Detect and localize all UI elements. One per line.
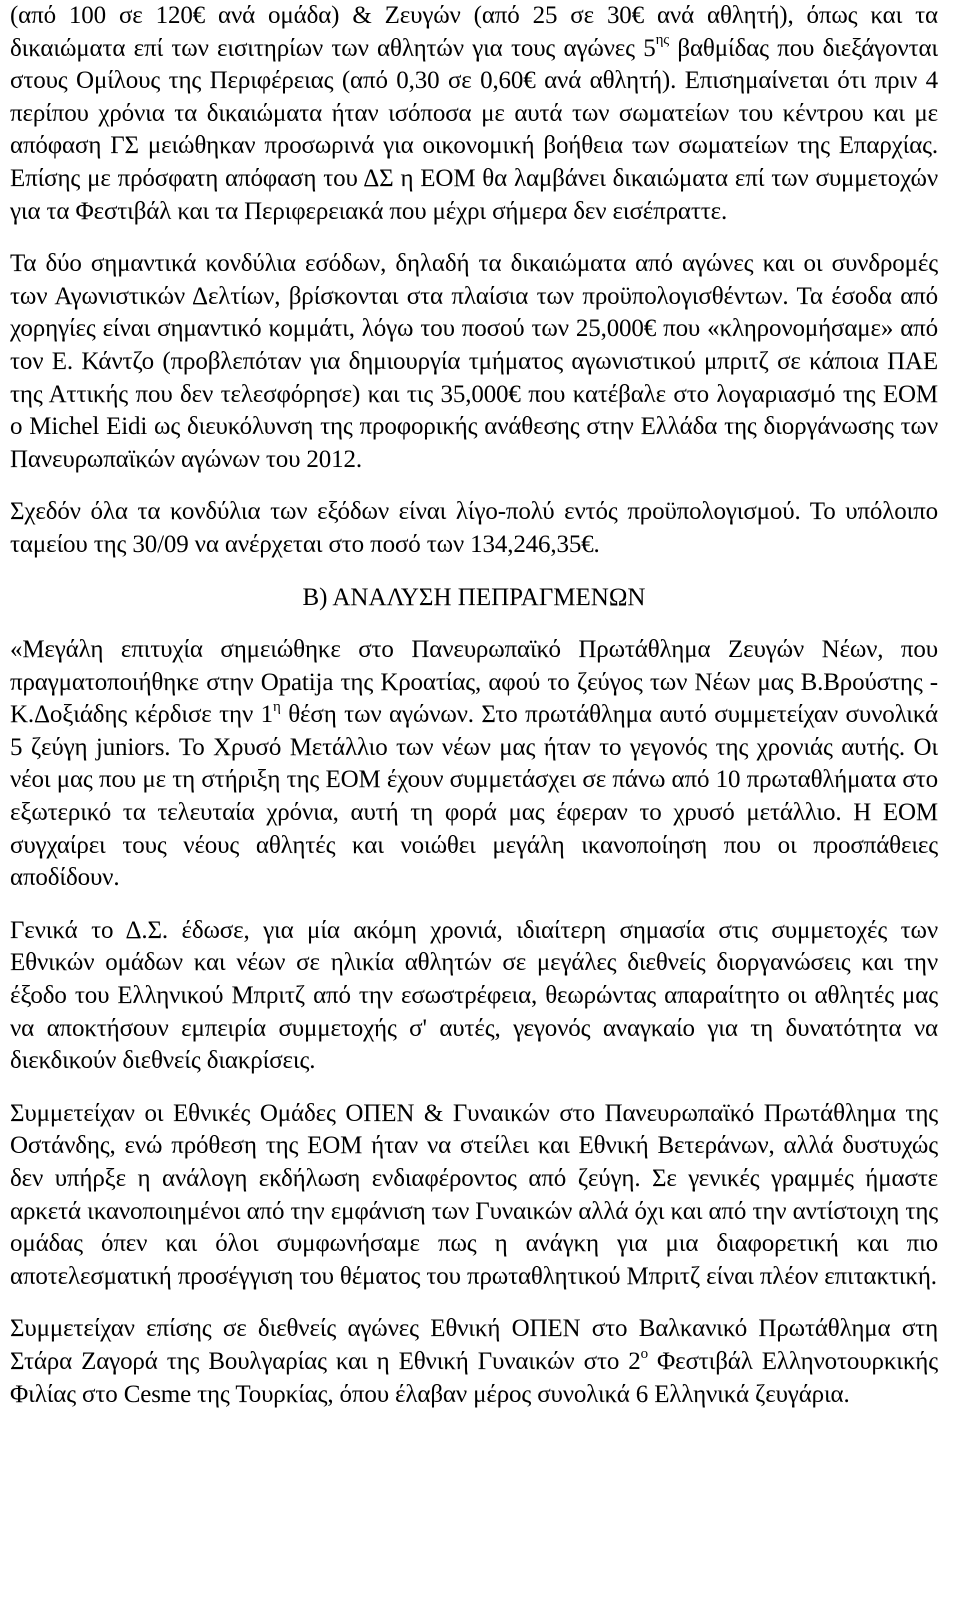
superscript: ο xyxy=(640,1345,648,1362)
text-run: (από 100 σε 120€ ανά ομάδα) & Ζευγών (από 25 σε 30€ ανά αθλητή), όπως και τα δικαιώματα επί των εισιτηρίων των αθλητών για τους αγώνες 5 xyxy=(10,2,938,62)
paragraph xyxy=(10,1313,938,1411)
paragraph xyxy=(10,634,938,895)
superscript: η xyxy=(273,698,281,715)
paragraph-national-teams xyxy=(10,1098,938,1294)
text-run: Γενικά το Δ.Σ. έδωσε, για μία ακόμη χρονιά, ιδιαίτερη σημασία στις συμμετοχές των Εθνικών ομάδων και νέων σε ηλικία αθλητών σε μεγάλες διεθνείς διοργανώσεις και την έξοδο του Ελληνικού Μπριτζ από την εσωστρέφεια, θεωρώντας απαραίτητο οι αθλητές μας να αποκτήσουν εμπειρία συμμετοχής σ' αυτές, γεγονός αναγκαίο για τη δυνατότητα να διεκδικούν διεθνείς διακρίσεις. xyxy=(10,916,938,1075)
paragraph xyxy=(10,496,938,561)
paragraph-fees xyxy=(10,0,938,228)
paragraph xyxy=(10,915,938,1078)
text-run: Σχεδόν όλα τα κονδύλια των εξόδων είναι λίγο-πολύ εντός προϋπολογισμού. Το υπόλοιπο ταμείου της 30/09 να ανέρχεται στο ποσό των 134,246,35€. xyxy=(10,498,938,558)
paragraph-board-general xyxy=(10,915,938,1078)
paragraph xyxy=(10,0,938,228)
paragraph-spacer xyxy=(10,476,938,496)
paragraph-spacer xyxy=(10,895,938,915)
paragraph-income xyxy=(10,248,938,476)
paragraph-spacer xyxy=(10,614,938,634)
paragraph-spacer xyxy=(10,228,938,248)
paragraph-youth-success xyxy=(10,634,938,895)
paragraph-spacer xyxy=(10,562,938,582)
text-run: θέση των αγώνων. Στο πρωτάθλημα αυτό συμμετείχαν συνολικά 5 ζεύγη juniors. Το Χρυσό Μετάλλιο των νέων μας ήταν το γεγονός της χρονιάς αυτής. Οι νέοι μας που με τη στήριξη της ΕΟΜ έχουν συμμετάσχει σε πάνω από 10 πρωταθλήματα στο εξωτερικό τα τελευταία χρόνια, αυτή τη φορά μας έφεραν το χρυσό μετάλλιο. Η ΕΟΜ συγχαίρει τους νέους αθλητές και νοιώθει μεγάλη ικανοποίηση που οι προσπάθειες αποδίδουν. xyxy=(10,701,938,892)
text-run: βαθμίδας που διεξάγονται στους Ομίλους της Περιφέρειας (από 0,30 σε 0,60€ ανά αθλητή). Επισημαίνεται ότι πριν 4 περίπου χρόνια τα δικαιώματα ήταν ισόποσα με αυτά των σωματείων του κέντρου και με απόφαση ΓΣ μειώθηκαν προσωρινά για οικονομική βοήθεια των σωματείων της Επαρχίας. Επίσης με πρόσφατη απόφαση του ΔΣ η ΕΟΜ θα λαμβάνει δικαιώματα επί των συμμετοχών για τα Φεστιβάλ και τα Περιφερειακά που μέχρι σήμερα δεν εισέπραττε. xyxy=(10,34,938,225)
paragraph xyxy=(10,1098,938,1294)
text-run: Φεστιβάλ Ελληνοτουρκικής Φιλίας στο Cesme της Τουρκίας, όπου έλαβαν μέρος συνολικά 6 Ελληνικά ζευγάρια. xyxy=(10,1347,938,1408)
paragraph-expenses xyxy=(10,496,938,561)
paragraph-spacer xyxy=(10,1078,938,1098)
text-run: Τα δύο σημαντικά κονδύλια εσόδων, δηλαδή τα δικαιώματα από αγώνες και οι συνδρομές των Αγωνιστικών Δελτίων, βρίσκονται στα πλαίσια των προϋπολογισθέντων. Τα έσοδα από χορηγίες είναι σημαντικό κομμάτι, λόγω του ποσού των 25,000€ που «κληρονομήσαμε» από τον Ε. Κάντζο (προβλεπόταν για δημιουργία τμήματος αγωνιστικού μπριτζ σε κάποια ΠΑΕ της Αττικής που δεν τελεσφόρησε) και τις 35,000€ που κατέβαλε στο λογαριασμό της ΕΟΜ ο Michel Eidi ως διευκόλυνση της προφορικής ανάθεσης στην Ελλάδα της διοργάνωσης των Πανευρωπαϊκών αγώνων του 2012. xyxy=(10,250,938,473)
text-run: «Μεγάλη επιτυχία σημειώθηκε στο Πανευρωπαϊκό Πρωτάθλημα Ζευγών Νέων, που πραγματοποιήθηκε στην Opatija της Κροατίας, αφού το ζεύγος των Νέων μας Β.Βρούστης - Κ.Δοξιάδης κέρδισε την 1 xyxy=(10,636,938,729)
superscript: ης xyxy=(655,32,670,49)
text-run: Συμμετείχαν επίσης σε διεθνείς αγώνες Εθνική ΟΠΕΝ στο Βαλκανικό Πρωτάθλημα στη Στάρα Ζαγορά της Βουλγαρίας και η Εθνική Γυναικών στο 2 xyxy=(10,1315,938,1375)
text-run: Συμμετείχαν οι Εθνικές Ομάδες ΟΠΕΝ & Γυναικών στο Πανευρωπαϊκό Πρωτάθλημα της Οστάνδης, ενώ πρόθεση της ΕΟΜ ήταν να στείλει και Εθνική Βετεράνων, αλλά δυστυχώς δεν υπήρξε η ανάλογη εκδήλωση ενδιαφέροντος από ζεύγη. Σε γενικές γραμμές ήμαστε αρκετά ικανοποιημένοι από την εμφάνιση των Γυναικών αλλά όχι και από την αντίστοιχη της ομάδας όπεν και όλοι συμφωνήσαμε πως η ανάγκη για μια διαφορετική και πιο αποτελεσματική προσέγγιση του θέματος του πρωταθλητικού Μπριτζ είναι πλέον επιτακτική. xyxy=(10,1099,938,1290)
paragraph-international xyxy=(10,1313,938,1411)
paragraph-spacer xyxy=(10,1293,938,1313)
paragraph xyxy=(10,248,938,476)
section-heading: Β) ΑΝΑΛΥΣΗ ΠΕΠΡΑΓΜΕΝΩΝ xyxy=(302,583,646,611)
